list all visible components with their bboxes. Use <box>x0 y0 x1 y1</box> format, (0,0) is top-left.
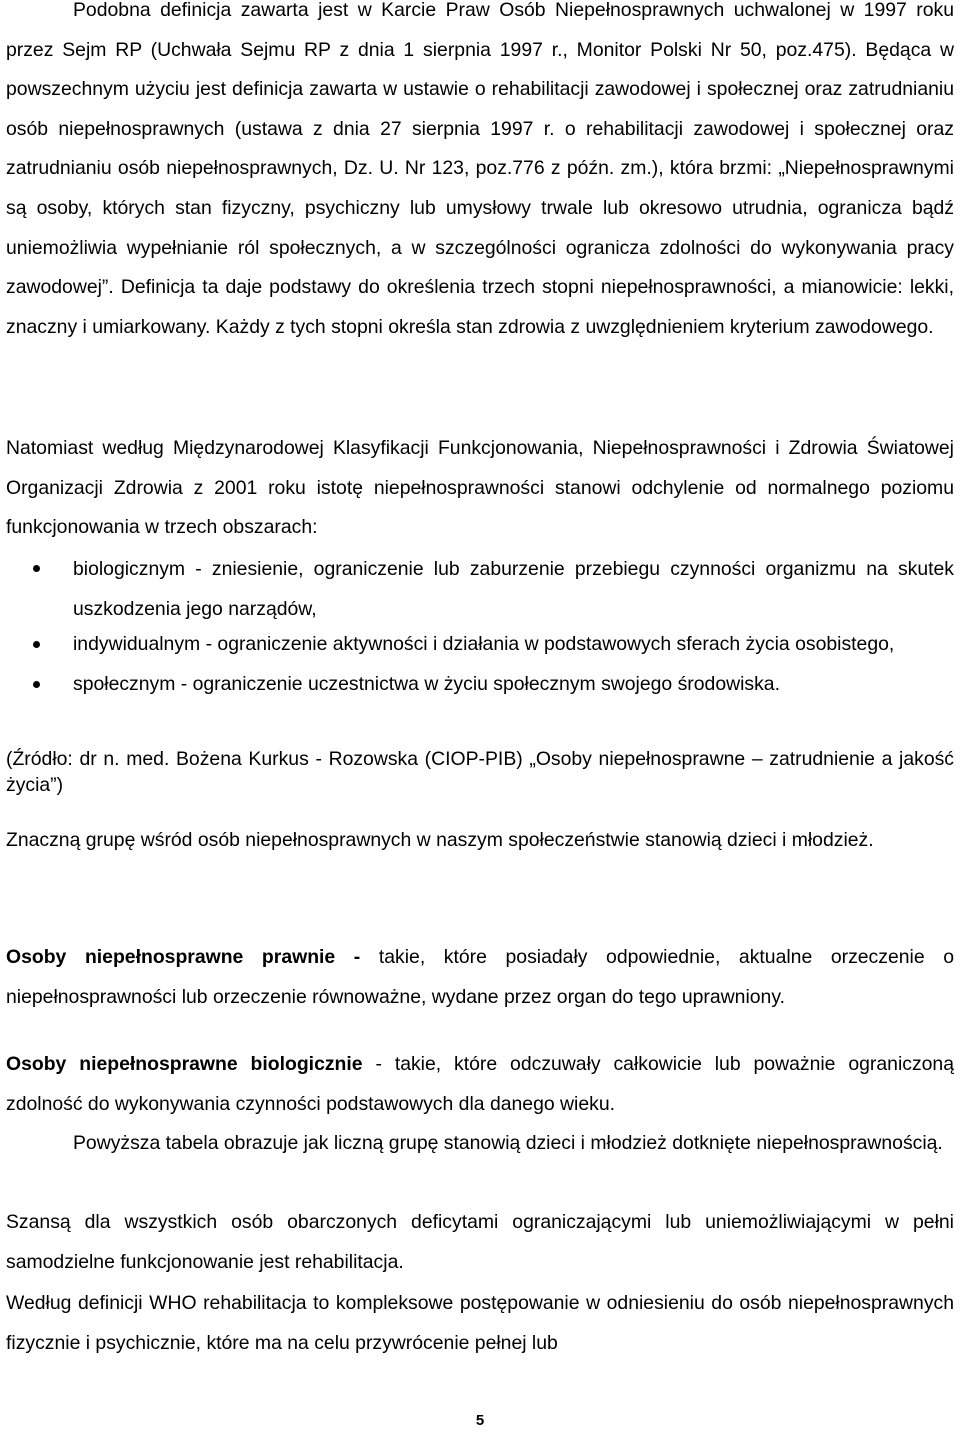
page-number: 5 <box>475 1412 485 1429</box>
paragraph-table-note: Powyższa tabela obrazuje jak liczną grupę stanowią dzieci i młodzież dotknięte niepełnosprawnością. <box>73 1132 943 1154</box>
paragraph-children: Znaczną grupę wśród osób niepełnosprawnych w naszym społeczeństwie stanowią dzieci i młodzież. <box>6 829 874 851</box>
paragraph-icf: Natomiast według Międzynarodowej Klasyfikacji Funkcjonowania, Niepełnosprawności i Zdrowia Światowej Organizacji Zdrowia z 2001 roku istotę niepełnosprawności stanowi odchylenie od normalnego poziomu funkcjonowania w trzech obszarach: <box>6 437 954 539</box>
paragraph-definitions: Podobna definicja zawarta jest w Karcie Praw Osób Niepełnosprawnych uchwalonej w 1997 roku przez Sejm RP (Uchwała Sejmu RP z dnia 1 sierpnia 1997 r., Monitor Polski Nr 50, poz.475). Będąca w powszechnym użyciu jest definicja zawarta w ustawie o rehabilitacji zawodowej i społecznej oraz zatrudnianiu osób niepełnosprawnych (ustawa z dnia 27 sierpnia 1997 r. o rehabilitacji zawodowej i społecznej oraz zatrudnianiu osób niepełnosprawnych, Dz. U. Nr 123, poz.776 z późn. zm.), która brzmi: „Niepełnosprawnymi są osoby, których stan fizyczny, psychiczny lub umysłowy trwale lub okresowo utrudnia, ogranicza bądź uniemożliwia wypełnianie ról społecznych, a w szczególności ogranicza zdolności do wykonywania pracy zawodowej”. Definicja ta daje podstawy do określenia trzech stopni niepełnosprawności, a mianowicie: lekki, znaczny i umiarkowany. Każdy z tych stopni określa stan zdrowia z uwzględnieniem kryterium zawodowego. <box>6 0 954 338</box>
paragraph-who-definition: Według definicji WHO rehabilitacja to kompleksowe postępowanie w odniesieniu do osób niepełnosprawnych fizycznie i psychicznie, które ma na celu przywrócenie pełnej lub <box>6 1292 954 1354</box>
term-biological: Osoby niepełnosprawne biologicznie <box>6 1053 363 1075</box>
list-item: biologicznym - zniesienie, ograniczenie lub zaburzenie przebiegu czynności organizmu na skutek uszkodzenia jego narządów, <box>0 550 954 629</box>
list-item: indywidualnym - ograniczenie aktywności i działania w podstawowych sferach życia osobistego, <box>0 631 954 657</box>
bullet-icon <box>33 681 40 688</box>
bullet-list <box>0 550 954 697</box>
list-item: społecznym - ograniczenie uczestnictwa w życiu społecznym swojego środowiska. <box>0 671 954 697</box>
paragraph-legal-definition: Osoby niepełnosprawne prawnie - takie, które posiadały odpowiednie, aktualne orzeczenie o niepełnosprawności lub orzeczenie równoważne, wydane przez organ do tego uprawniony. <box>6 946 954 1008</box>
paragraph-biological-definition: Osoby niepełnosprawne biologicznie - takie, które odczuwały całkowicie lub poważnie ograniczoną zdolność do wykonywania czynności podstawowych dla danego wieku. <box>6 1053 954 1115</box>
bullet-icon <box>33 565 40 572</box>
bullet-icon <box>33 641 40 648</box>
source-citation: (Źródło: dr n. med. Bożena Kurkus - Rozowska (CIOP-PIB) „Osoby niepełnosprawne – zatrudnienie a jakość życia”) <box>6 748 954 796</box>
term-legal: Osoby niepełnosprawne prawnie - <box>6 946 361 968</box>
paragraph-rehabilitation: Szansą dla wszystkich osób obarczonych deficytami ograniczającymi lub uniemożliwiającymi w pełni samodzielne funkcjonowanie jest rehabilitacja. <box>6 1211 954 1273</box>
